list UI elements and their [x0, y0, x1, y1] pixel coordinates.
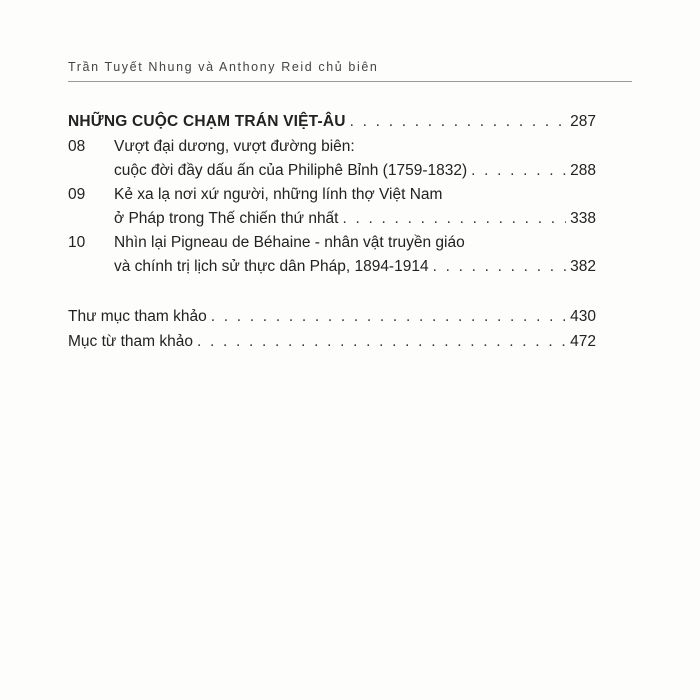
chapter-title-line: Nhìn lại Pigneau de Béhaine - nhân vật truyền giáo [114, 234, 465, 251]
section-title: NHỮNG CUỘC CHẠM TRÁN VIỆT-ÂU [68, 113, 346, 130]
dot-leader [471, 159, 566, 183]
chapter-number: 08 [68, 138, 86, 155]
back-matter-entry[interactable] [68, 330, 596, 354]
section-entry[interactable] [68, 110, 596, 134]
page-number: 288 [570, 162, 596, 179]
dot-leader [197, 330, 566, 354]
back-matter-entry[interactable] [68, 305, 596, 329]
chapter-title-line: Kẻ xa lạ nơi xứ người, những lính thợ Việt Nam [114, 186, 443, 203]
chapter-number: 10 [68, 234, 86, 251]
page-number: 472 [570, 333, 596, 350]
page-number: 430 [570, 308, 596, 325]
back-matter-label: Thư mục tham khảo [68, 308, 207, 325]
dot-leader [343, 207, 567, 231]
header-rule [68, 81, 632, 82]
page-number: 382 [570, 258, 596, 275]
chapter-title-line: cuộc đời đầy dấu ấn của Philiphê Bỉnh (1759-1832) [114, 162, 468, 179]
dot-leader [211, 305, 566, 329]
dot-leader [433, 255, 567, 279]
table-of-contents [68, 110, 596, 354]
chapter-title-line: và chính trị lịch sử thực dân Pháp, 1894-1914 [114, 258, 429, 275]
back-matter-label: Mục từ tham khảo [68, 333, 193, 350]
running-head: Trần Tuyết Nhung và Anthony Reid chủ biên [68, 60, 379, 74]
chapter-entry[interactable] [68, 183, 596, 231]
dot-leader [350, 110, 566, 134]
page-number: 338 [570, 210, 596, 227]
chapter-title-line: ở Pháp trong Thế chiến thứ nhất [114, 210, 339, 227]
chapter-number: 09 [68, 186, 86, 203]
chapter-entry[interactable] [68, 135, 596, 183]
page-number: 287 [570, 113, 596, 130]
chapter-title-line: Vượt đại dương, vượt đường biên: [114, 138, 355, 155]
chapter-entry[interactable] [68, 231, 596, 279]
